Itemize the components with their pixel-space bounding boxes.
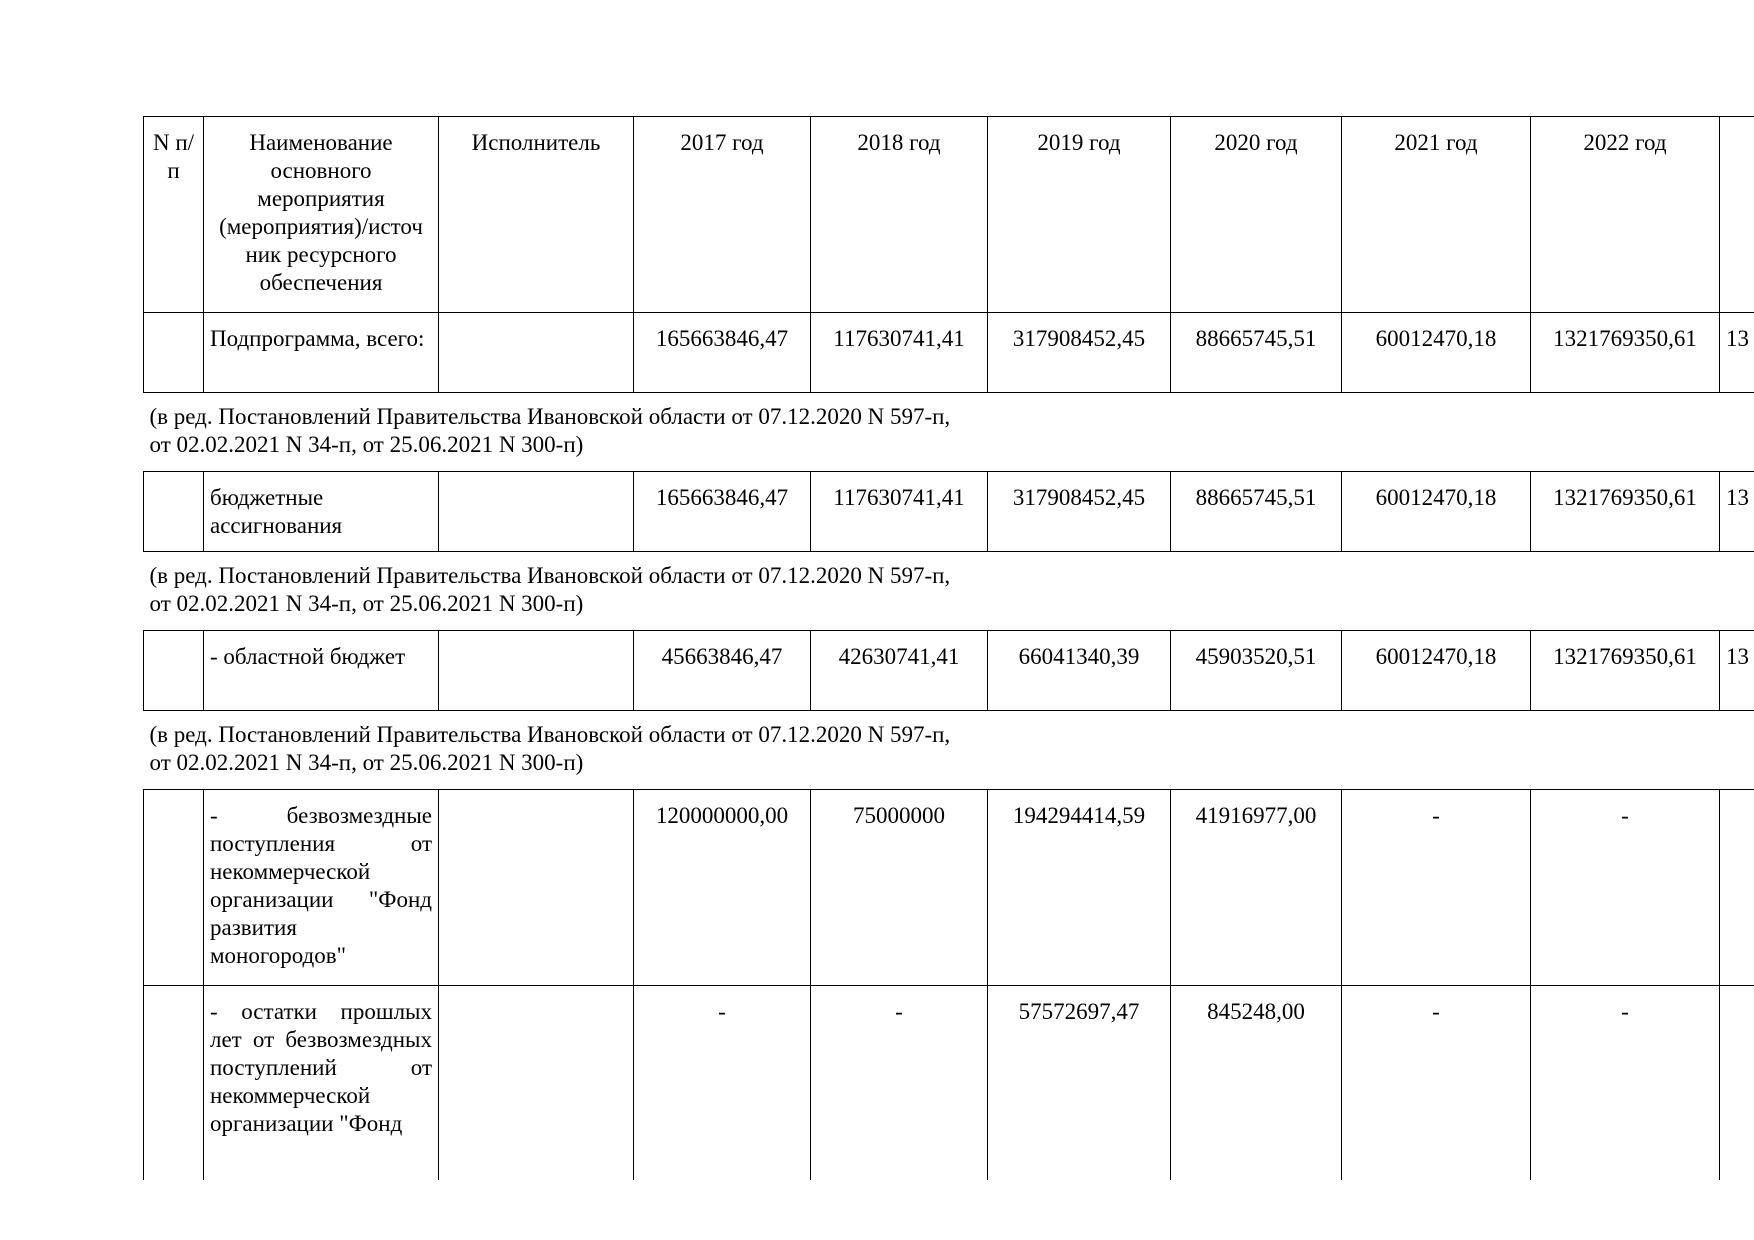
cell-2019: 66041340,39 (988, 631, 1171, 711)
row-executor (439, 986, 634, 1181)
cell-2017: 165663846,47 (634, 472, 811, 552)
cell-2021: - (1342, 986, 1531, 1181)
header-name: Наименование основного мероприятия (мероприятия)/источ ник ресурсного обеспечения (204, 117, 439, 313)
cell-2017: 165663846,47 (634, 313, 811, 393)
cell-cut (1720, 986, 1754, 1181)
cell-2021: - (1342, 790, 1531, 986)
cell-cut (1720, 790, 1754, 986)
cell-2022: 1321769350,61 (1531, 313, 1720, 393)
row-num (144, 472, 204, 552)
table-row (144, 790, 1754, 986)
cell-2021: 60012470,18 (1342, 313, 1531, 393)
cell-2021: 60012470,18 (1342, 472, 1531, 552)
row-name: - остатки прошлых лет от безвозмездных поступлений от некоммерческой организации "Фонд (204, 986, 439, 1181)
table-row (144, 472, 1754, 552)
header-2020: 2020 год (1171, 117, 1342, 313)
cell-2022: - (1531, 986, 1720, 1181)
note-line: (в ред. Постановлений Правительства Ивановской области от 07.12.2020 N 597-п, (149, 563, 951, 588)
row-executor (439, 790, 634, 986)
note-line: от 02.02.2021 N 34-п, от 25.06.2021 N 300-п) (149, 591, 584, 616)
header-2018: 2018 год (811, 117, 988, 313)
cell-2018: 75000000 (811, 790, 988, 986)
cell-2017: - (634, 986, 811, 1181)
cell-2018: - (811, 986, 988, 1181)
cell-2022: 1321769350,61 (1531, 631, 1720, 711)
header-2021: 2021 год (1342, 117, 1531, 313)
cell-2020: 45903520,51 (1171, 631, 1342, 711)
note-line: (в ред. Постановлений Правительства Ивановской области от 07.12.2020 N 597-п, (149, 404, 951, 429)
cell-2019: 317908452,45 (988, 472, 1171, 552)
table-row (144, 631, 1754, 711)
row-num (144, 986, 204, 1181)
row-num (144, 790, 204, 986)
cell-2017: 120000000,00 (634, 790, 811, 986)
cell-2022: - (1531, 790, 1720, 986)
cell-2020: 88665745,51 (1171, 313, 1342, 393)
cell-2021: 60012470,18 (1342, 631, 1531, 711)
document-page (143, 116, 1754, 1180)
cell-2020: 88665745,51 (1171, 472, 1342, 552)
cell-2017: 45663846,47 (634, 631, 811, 711)
amendment-note (144, 552, 1754, 631)
cell-2020: 845248,00 (1171, 986, 1342, 1181)
cell-2018: 117630741,41 (811, 313, 988, 393)
table-row (144, 986, 1754, 1181)
cell-cut: 13 (1720, 631, 1754, 711)
row-num (144, 631, 204, 711)
amendment-note (144, 711, 1754, 790)
table-row (144, 313, 1754, 393)
row-name: - безвозмездные поступления от некоммерческой организации "Фонд развития моногородов" (204, 790, 439, 986)
note-line: от 02.02.2021 N 34-п, от 25.06.2021 N 300-п) (149, 750, 584, 775)
row-name: бюджетные ассигнования (204, 472, 439, 552)
header-num: N п/п (144, 117, 204, 313)
row-executor (439, 472, 634, 552)
row-executor (439, 313, 634, 393)
header-executor: Исполнитель (439, 117, 634, 313)
header-row (144, 117, 1754, 313)
note-line: от 02.02.2021 N 34-п, от 25.06.2021 N 300-п) (149, 432, 584, 457)
amendment-note (144, 393, 1754, 472)
note-line: (в ред. Постановлений Правительства Ивановской области от 07.12.2020 N 597-п, (149, 722, 951, 747)
cell-2019: 57572697,47 (988, 986, 1171, 1181)
cell-cut: 13 (1720, 472, 1754, 552)
row-executor (439, 631, 634, 711)
row-name: - областной бюджет (204, 631, 439, 711)
cell-2018: 42630741,41 (811, 631, 988, 711)
cell-cut: 13 (1720, 313, 1754, 393)
cell-2018: 117630741,41 (811, 472, 988, 552)
header-2022: 2022 год (1531, 117, 1720, 313)
header-cut (1720, 117, 1754, 313)
cell-2019: 194294414,59 (988, 790, 1171, 986)
cell-2022: 1321769350,61 (1531, 472, 1720, 552)
cell-2019: 317908452,45 (988, 313, 1171, 393)
cell-2020: 41916977,00 (1171, 790, 1342, 986)
header-2019: 2019 год (988, 117, 1171, 313)
funding-table (143, 116, 1754, 1180)
row-num (144, 313, 204, 393)
header-2017: 2017 год (634, 117, 811, 313)
row-name: Подпрограмма, всего: (204, 313, 439, 393)
